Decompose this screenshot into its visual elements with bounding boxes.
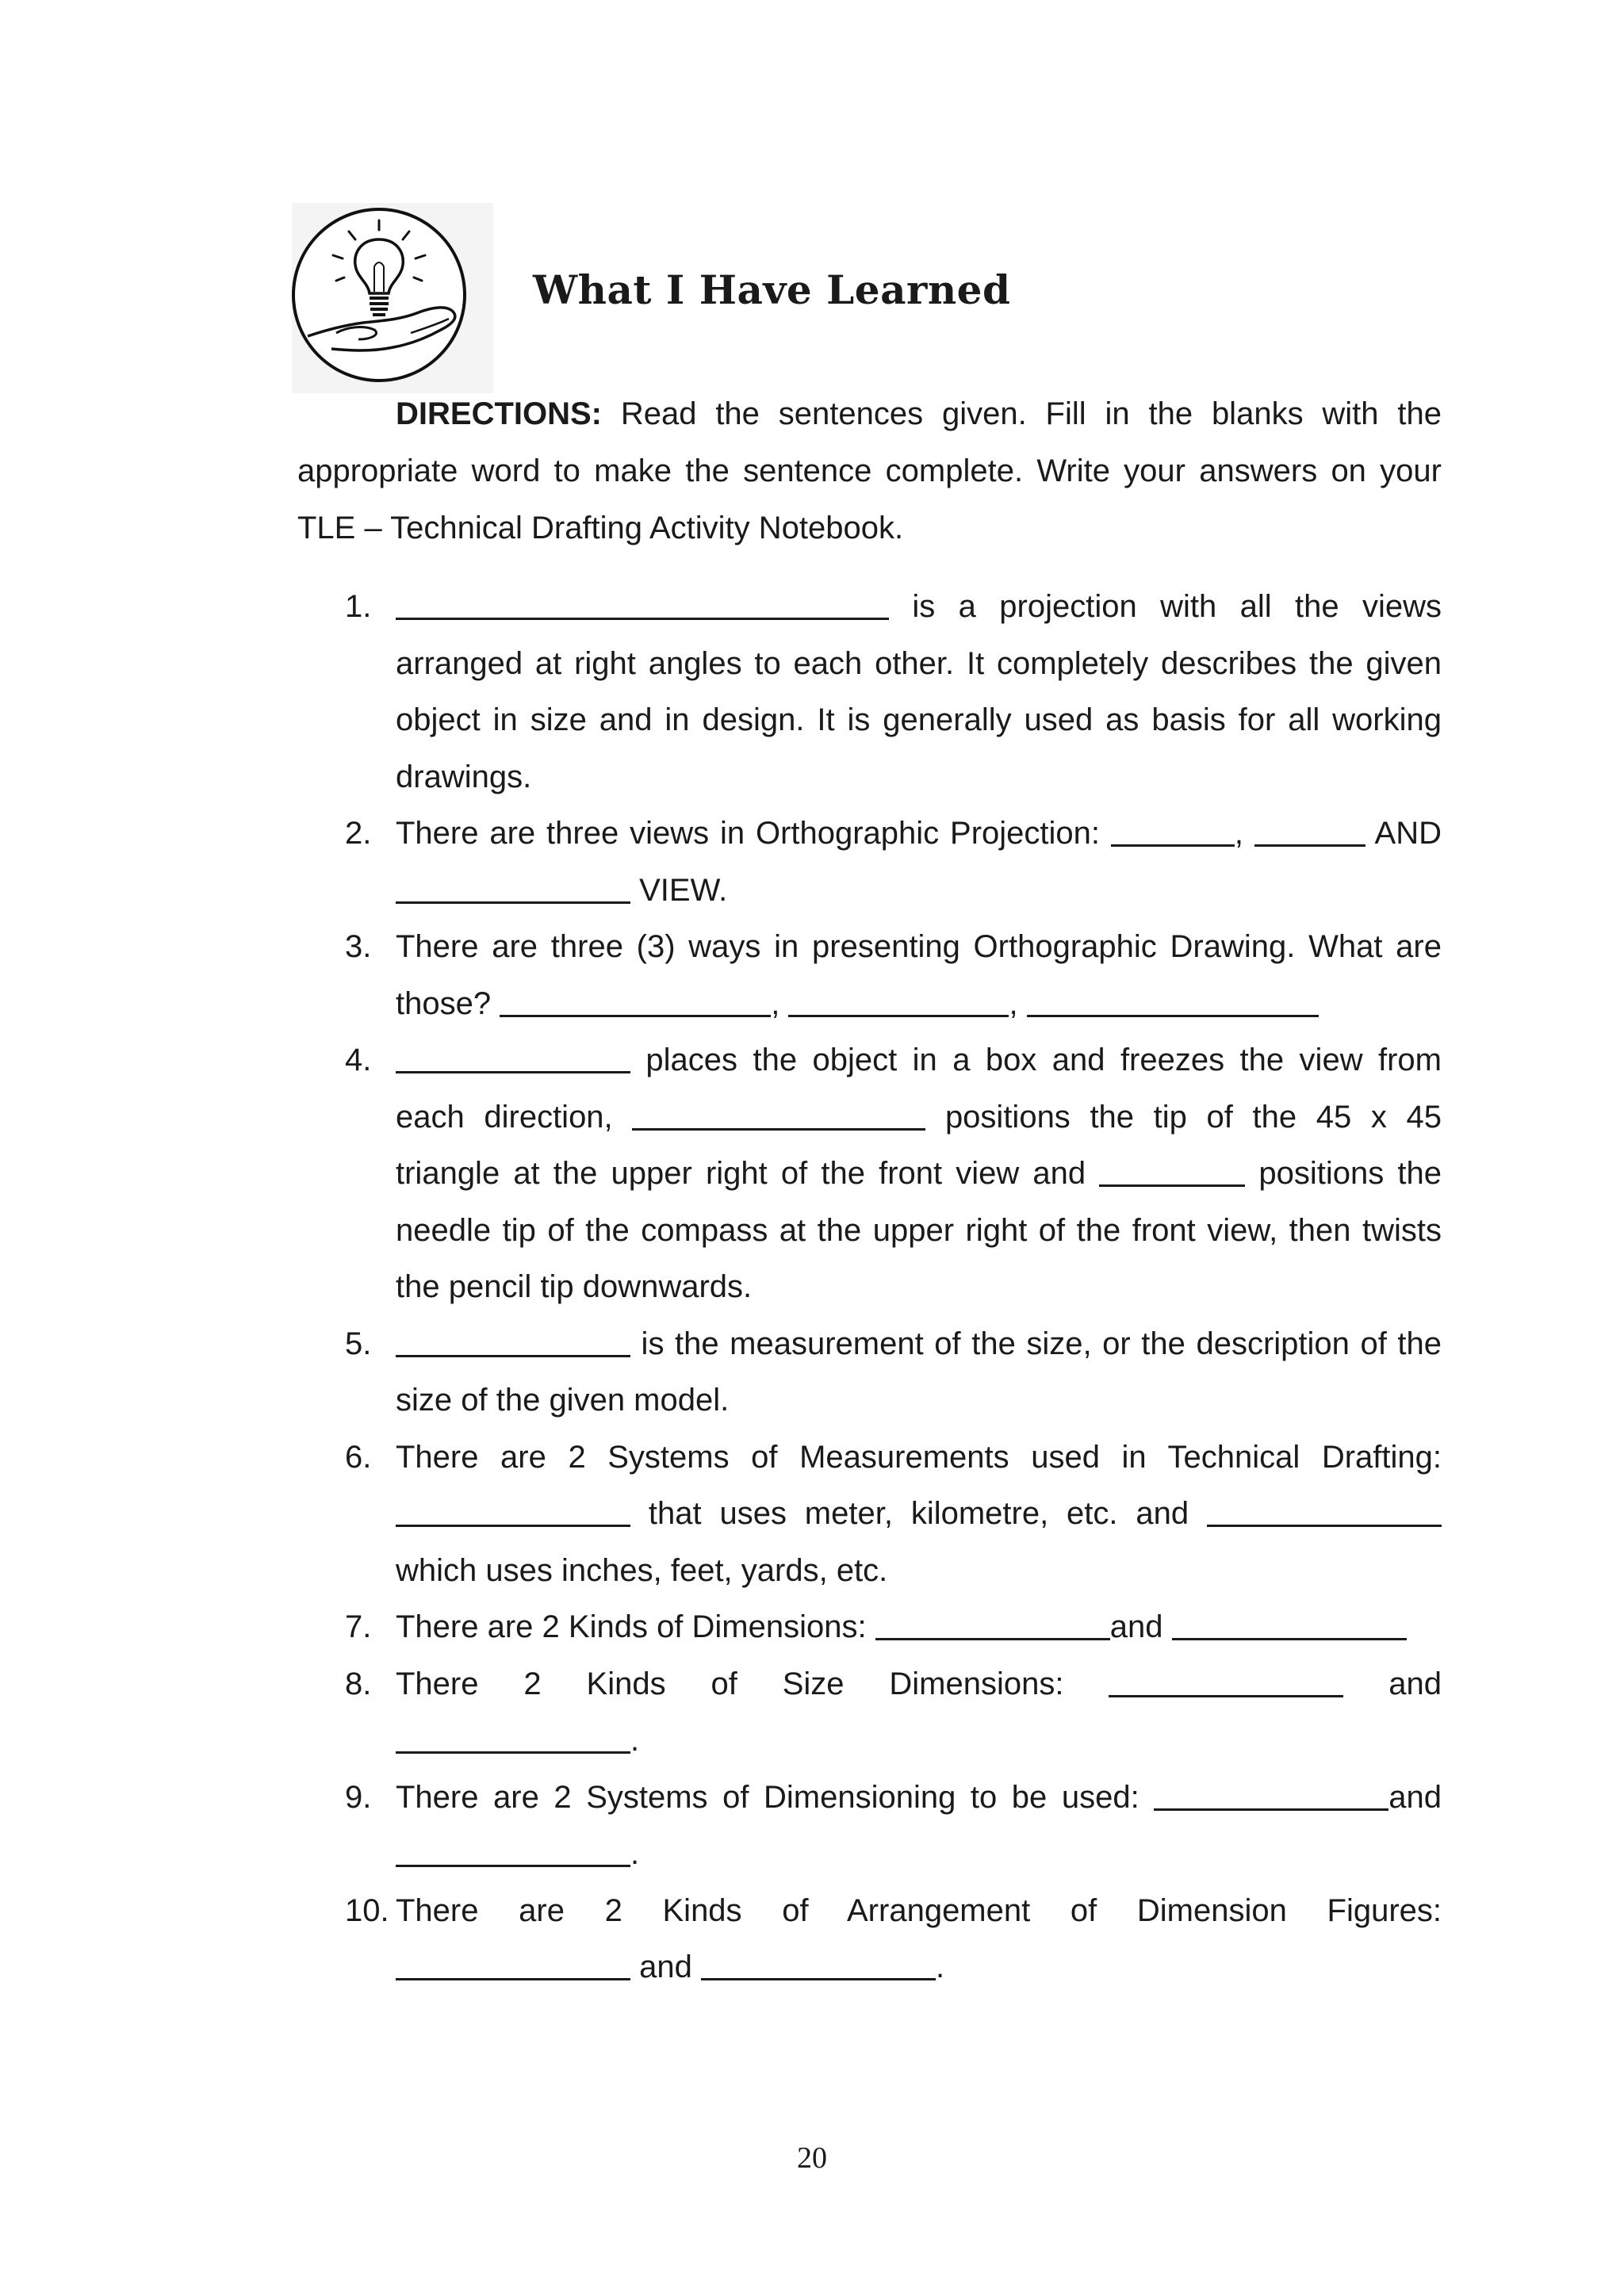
question-item-7 xyxy=(297,1599,1442,1656)
question-number: 9. xyxy=(345,1779,372,1815)
question-text: There 2 Kinds of Size Dimensions: xyxy=(396,1666,1109,1701)
question-number: 6. xyxy=(345,1439,372,1475)
directions-text: Read the sentences given. Fill in the blanks with the appropriate word to make the sentence complete. Write your answers on your TLE – Technical Drafting Activity Notebook. xyxy=(297,396,1442,545)
question-item-3 xyxy=(297,919,1442,1032)
question-text: which uses inches, feet, yards, etc. xyxy=(396,1552,888,1588)
answer-blank[interactable] xyxy=(396,1950,630,1980)
question-text: positions the tip of the 45 x 45 triangle at the upper right of the front view and xyxy=(396,1099,1442,1191)
question-item-4 xyxy=(297,1032,1442,1316)
answer-blank[interactable] xyxy=(500,986,771,1017)
question-text: There are 2 Kinds of Dimensions: xyxy=(396,1609,875,1644)
answer-blank[interactable] xyxy=(396,1043,630,1073)
page-number: 20 xyxy=(797,2141,827,2175)
answer-blank[interactable] xyxy=(1099,1156,1245,1187)
question-text: and xyxy=(1343,1666,1442,1701)
question-text: that uses meter, kilometre, etc. and xyxy=(630,1496,1207,1531)
answer-blank[interactable] xyxy=(1207,1496,1442,1527)
question-text: There are three (3) ways in presenting Orthographic Drawing. What are those? xyxy=(396,929,1442,1021)
question-item-10 xyxy=(297,1883,1442,1996)
answer-blank[interactable] xyxy=(1109,1667,1343,1697)
answer-blank[interactable] xyxy=(396,1496,630,1527)
question-number: 1. xyxy=(345,589,372,624)
question-text: AND xyxy=(1365,816,1442,851)
question-text: and xyxy=(1388,1779,1442,1815)
question-text: There are three views in Orthographic Projection: xyxy=(396,816,1111,851)
question-number: 3. xyxy=(345,929,372,964)
question-text: places the object in a box and freezes the view from each direction, xyxy=(396,1043,1442,1135)
question-text: . xyxy=(630,1836,640,1871)
question-item-1 xyxy=(297,579,1442,806)
answer-blank[interactable] xyxy=(875,1609,1110,1640)
question-item-9 xyxy=(297,1770,1442,1883)
question-text: There are 2 Systems of Dimensioning to be used: xyxy=(396,1779,1155,1815)
question-item-2 xyxy=(297,806,1442,919)
question-text: is a projection with all the views arranged at right angles to each other. It completely describes the given object in size and in design. It is generally used as basis for all working drawings. xyxy=(396,589,1442,794)
question-item-8 xyxy=(297,1656,1442,1770)
answer-blank[interactable] xyxy=(788,986,1009,1017)
question-text: , xyxy=(1234,816,1254,851)
directions-label: DIRECTIONS: xyxy=(396,396,602,431)
question-text: , xyxy=(1009,985,1027,1021)
answer-blank[interactable] xyxy=(396,1836,630,1867)
question-text: . xyxy=(935,1950,945,1984)
answer-blank[interactable] xyxy=(1027,986,1319,1017)
answer-blank[interactable] xyxy=(396,1326,630,1357)
question-list xyxy=(297,579,1442,1996)
question-number: 2. xyxy=(345,816,372,851)
answer-blank[interactable] xyxy=(632,1100,925,1131)
answer-blank[interactable] xyxy=(701,1950,936,1980)
section-title: What I Have Learned xyxy=(533,266,1011,313)
lightbulb-hand-icon xyxy=(292,203,493,393)
question-number: 10. xyxy=(345,1892,389,1928)
question-number: 4. xyxy=(345,1043,372,1077)
question-number: 5. xyxy=(345,1326,372,1361)
question-text: , xyxy=(771,985,789,1021)
question-number: 8. xyxy=(345,1666,372,1701)
question-text: and xyxy=(630,1950,701,1984)
answer-blank[interactable] xyxy=(1154,1780,1388,1811)
answer-blank[interactable] xyxy=(396,589,889,620)
question-number: 7. xyxy=(345,1609,372,1644)
directions-paragraph xyxy=(297,385,1442,557)
question-text: is the measurement of the size, or the description of the size of the given model. xyxy=(396,1326,1442,1418)
answer-blank[interactable] xyxy=(1254,816,1365,847)
question-text: VIEW. xyxy=(630,872,728,908)
question-text: There are 2 Kinds of Arrangement of Dimension Figures: xyxy=(396,1892,1442,1928)
question-item-6 xyxy=(297,1429,1442,1600)
answer-blank[interactable] xyxy=(396,1723,630,1754)
answer-blank[interactable] xyxy=(1111,816,1235,847)
question-text: positions the needle tip of the compass at the upper right of the front view, then twists the pencil tip downwards. xyxy=(396,1156,1442,1304)
answer-blank[interactable] xyxy=(396,873,630,904)
question-text: There are 2 Systems of Measurements used in Technical Drafting: xyxy=(396,1439,1442,1475)
question-text: and xyxy=(1109,1609,1172,1644)
question-item-5 xyxy=(297,1316,1442,1429)
answer-blank[interactable] xyxy=(1172,1609,1407,1640)
question-text: . xyxy=(630,1723,640,1758)
